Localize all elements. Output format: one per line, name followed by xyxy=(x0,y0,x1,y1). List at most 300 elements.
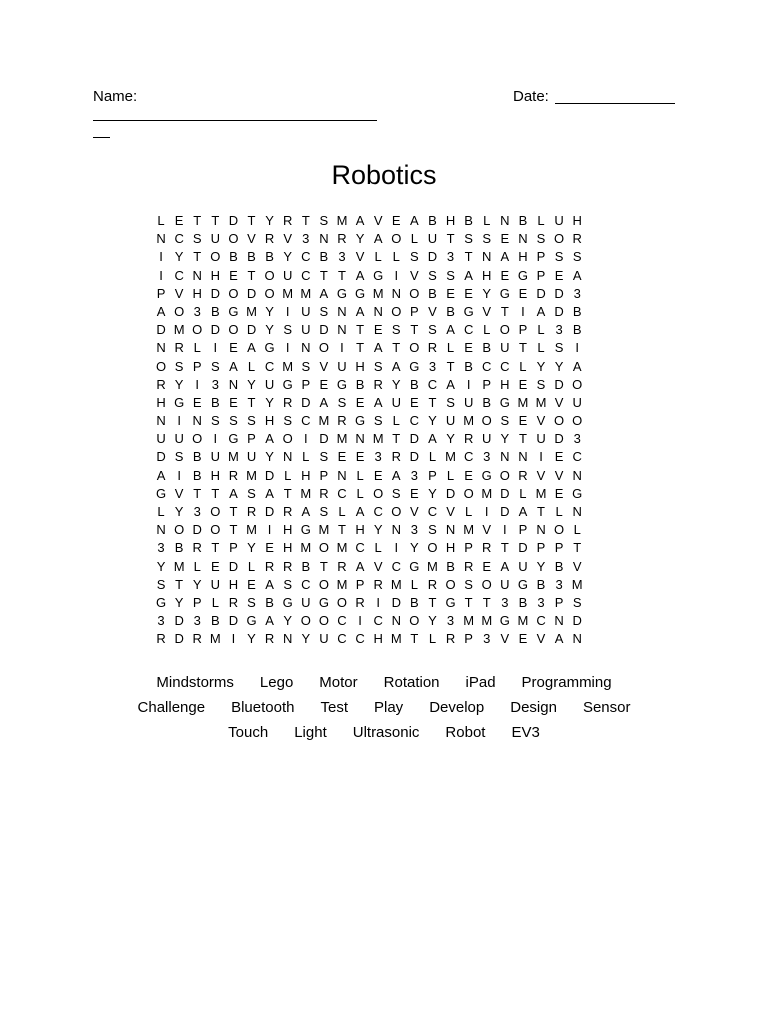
grid-letter: N xyxy=(337,303,347,319)
grid-letter: S xyxy=(373,358,383,374)
grid-letter: B xyxy=(482,340,492,356)
word-search-grid xyxy=(152,212,586,649)
grid-letter: D xyxy=(246,322,257,338)
grid-row xyxy=(152,230,586,248)
grid-letter: L xyxy=(446,340,455,356)
grid-letter: D xyxy=(264,504,275,519)
grid-letter: V xyxy=(482,522,492,538)
grid-letter: M xyxy=(481,485,493,501)
grid-letter: D xyxy=(192,522,202,538)
grid-letter: O xyxy=(409,285,420,301)
word-list-item: Mindstorms xyxy=(156,674,234,691)
grid-letter: I xyxy=(231,631,236,647)
grid-letter: S xyxy=(464,576,473,592)
grid-row xyxy=(152,339,586,357)
name-blank-line-continuation xyxy=(93,137,110,138)
grid-letter: R xyxy=(427,340,438,356)
grid-letter: S xyxy=(410,249,419,265)
grid-letter: M xyxy=(246,467,257,483)
grid-letter: S xyxy=(500,413,510,429)
grid-letter: P xyxy=(536,249,546,265)
grid-letter: E xyxy=(500,231,510,247)
grid-letter: D xyxy=(156,449,166,465)
grid-letter: U xyxy=(445,413,456,429)
grid-letter: T xyxy=(446,231,455,247)
grid-letter: T xyxy=(482,594,491,610)
grid-letter: E xyxy=(373,322,383,338)
grid-letter: V xyxy=(319,358,329,374)
grid-letter: H xyxy=(518,249,528,265)
grid-letter: N xyxy=(301,340,311,356)
grid-letter: N xyxy=(319,231,329,247)
grid-letter: L xyxy=(537,322,545,338)
grid-letter: L xyxy=(157,504,165,519)
grid-letter: L xyxy=(302,449,310,465)
grid-letter: 3 xyxy=(193,504,201,519)
grid-letter: C xyxy=(427,504,438,519)
grid-letter: T xyxy=(338,522,346,538)
grid-letter: T xyxy=(247,394,256,410)
grid-letter: O xyxy=(228,322,239,338)
grid-letter: L xyxy=(247,358,256,374)
grid-letter: C xyxy=(174,231,184,247)
grid-letter: U xyxy=(572,394,582,410)
grid-letter: D xyxy=(500,504,510,519)
grid-letter: P xyxy=(482,376,492,392)
grid-letter: I xyxy=(521,303,525,319)
grid-letter: 3 xyxy=(211,376,219,392)
grid-letter: Y xyxy=(265,213,274,228)
grid-letter: Y xyxy=(554,358,564,374)
grid-letter: A xyxy=(500,558,510,574)
grid-letter: H xyxy=(373,631,383,647)
word-list xyxy=(0,670,768,745)
word-list-item: EV3 xyxy=(511,724,540,741)
grid-letter: N xyxy=(337,322,347,338)
grid-letter: P xyxy=(536,540,546,556)
grid-letter: S xyxy=(572,249,582,265)
grid-letter: O xyxy=(192,322,203,338)
grid-letter: B xyxy=(464,213,473,228)
grid-letter: N xyxy=(536,522,546,538)
grid-letter: O xyxy=(228,231,239,247)
grid-letter: R xyxy=(192,540,202,556)
grid-letter: O xyxy=(264,267,275,283)
grid-letter: C xyxy=(463,449,474,465)
grid-letter: U xyxy=(319,631,329,647)
grid-letter: M xyxy=(173,322,185,338)
grid-letter: A xyxy=(355,504,365,519)
grid-letter: L xyxy=(374,540,382,556)
grid-letter: E xyxy=(247,576,256,592)
grid-letter: Y xyxy=(428,613,437,629)
grid-row xyxy=(152,539,586,557)
grid-letter: T xyxy=(319,267,328,283)
grid-letter: A xyxy=(355,303,365,319)
grid-letter: T xyxy=(247,213,256,228)
grid-letter: U xyxy=(482,431,492,447)
grid-letter: N xyxy=(572,631,582,647)
grid-letter: O xyxy=(554,231,565,247)
grid-letter: N xyxy=(156,522,166,538)
grid-letter: N xyxy=(337,467,347,483)
grid-letter: E xyxy=(355,449,365,465)
grid-letter: E xyxy=(265,540,274,556)
grid-letter: D xyxy=(264,467,275,483)
grid-letter: G xyxy=(155,485,167,501)
grid-letter: P xyxy=(536,267,546,283)
grid-letter: Y xyxy=(373,522,383,538)
grid-letter: S xyxy=(554,340,564,356)
grid-letter: L xyxy=(483,322,491,338)
grid-letter: N xyxy=(283,449,293,465)
grid-letter: T xyxy=(319,558,328,574)
grid-letter: M xyxy=(481,613,493,629)
grid-letter: U xyxy=(337,358,347,374)
grid-letter: L xyxy=(555,504,563,519)
grid-letter: T xyxy=(229,504,238,519)
grid-letter: O xyxy=(481,576,492,592)
grid-letter: I xyxy=(303,431,308,447)
grid-letter: O xyxy=(228,285,239,301)
grid-letter: S xyxy=(283,322,293,338)
grid-letter: A xyxy=(229,358,238,374)
grid-letter: B xyxy=(428,213,437,228)
grid-letter: L xyxy=(247,558,256,574)
grid-letter: T xyxy=(338,267,346,283)
grid-letter: R xyxy=(337,413,347,429)
grid-letter: R xyxy=(156,631,166,647)
grid-letter: O xyxy=(264,285,275,301)
grid-letter: T xyxy=(392,340,401,356)
grid-letter: E xyxy=(482,558,492,574)
grid-letter: T xyxy=(537,504,545,519)
grid-letter: L xyxy=(374,249,382,265)
grid-letter: L xyxy=(356,467,364,483)
grid-letter: O xyxy=(554,413,565,429)
grid-letter: S xyxy=(247,413,256,429)
grid-letter: L xyxy=(573,522,581,538)
grid-letter: G xyxy=(155,594,167,610)
grid-letter: O xyxy=(174,522,185,538)
grid-letter: O xyxy=(155,358,167,374)
word-list-item: Rotation xyxy=(383,674,440,691)
grid-letter: T xyxy=(573,540,582,556)
grid-letter: Y xyxy=(301,631,311,647)
grid-letter: Y xyxy=(192,576,202,592)
grid-letter: E xyxy=(229,267,238,283)
grid-letter: Y xyxy=(174,504,184,519)
grid-letter: O xyxy=(282,431,293,447)
grid-letter: Y xyxy=(428,485,437,501)
grid-letter: M xyxy=(463,413,475,429)
grid-letter: B xyxy=(554,558,564,574)
grid-letter: L xyxy=(519,358,527,374)
grid-letter: N xyxy=(482,249,492,265)
grid-letter: T xyxy=(301,213,310,228)
grid-letter: Y xyxy=(247,376,256,392)
grid-letter: M xyxy=(390,631,402,647)
grid-letter: A xyxy=(391,467,401,483)
grid-letter: C xyxy=(536,613,546,629)
grid-letter: C xyxy=(355,631,365,647)
grid-letter: A xyxy=(518,504,528,519)
grid-letter: D xyxy=(174,631,184,647)
grid-letter: R xyxy=(355,594,365,610)
grid-letter: T xyxy=(464,249,473,265)
grid-row xyxy=(152,321,586,339)
grid-letter: U xyxy=(301,322,311,338)
grid-letter: I xyxy=(177,467,181,483)
grid-letter: V xyxy=(572,558,582,574)
grid-letter: H xyxy=(264,413,275,429)
grid-letter: Y xyxy=(283,613,293,629)
word-list-row xyxy=(0,695,768,720)
grid-letter: V xyxy=(536,467,546,483)
grid-letter: S xyxy=(572,594,582,610)
grid-letter: D xyxy=(228,558,239,574)
grid-letter: E xyxy=(337,449,347,465)
grid-letter: O xyxy=(409,340,420,356)
grid-letter: I xyxy=(484,504,489,519)
grid-letter: H xyxy=(210,467,221,483)
grid-letter: S xyxy=(283,413,293,429)
grid-letter: N xyxy=(192,413,202,429)
grid-letter: E xyxy=(319,376,329,392)
grid-letter: T xyxy=(211,540,220,556)
grid-letter: M xyxy=(517,613,529,629)
grid-letter: U xyxy=(210,231,221,247)
grid-letter: I xyxy=(394,540,399,556)
grid-letter: C xyxy=(427,376,438,392)
grid-letter: B xyxy=(446,303,455,319)
grid-letter: A xyxy=(156,303,166,319)
grid-letter: V xyxy=(373,558,383,574)
grid-letter: S xyxy=(337,394,347,410)
grid-letter: C xyxy=(301,576,311,592)
grid-letter: T xyxy=(193,213,202,228)
grid-letter: D xyxy=(246,285,257,301)
grid-letter: D xyxy=(210,285,221,301)
grid-letter: O xyxy=(318,340,329,356)
grid-letter: D xyxy=(319,322,329,338)
grid-letter: C xyxy=(337,631,347,647)
grid-letter: H xyxy=(355,522,365,538)
grid-letter: I xyxy=(267,522,272,538)
grid-letter: S xyxy=(428,322,437,338)
grid-letter: V xyxy=(247,231,256,247)
grid-letter: B xyxy=(319,249,329,265)
grid-letter: V xyxy=(536,631,546,647)
grid-row xyxy=(152,267,586,285)
grid-letter: I xyxy=(177,413,181,429)
grid-letter: H xyxy=(283,540,293,556)
grid-letter: C xyxy=(355,540,365,556)
grid-letter: O xyxy=(318,613,329,629)
grid-letter: T xyxy=(193,485,202,501)
grid-letter: R xyxy=(337,558,347,574)
grid-row xyxy=(152,467,586,485)
grid-letter: B xyxy=(229,249,238,265)
word-list-item: Develop xyxy=(429,699,485,716)
grid-letter: R xyxy=(283,394,293,410)
grid-letter: G xyxy=(409,558,420,574)
grid-letter: T xyxy=(211,485,220,501)
grid-letter: P xyxy=(156,285,166,301)
grid-letter: D xyxy=(301,394,311,410)
grid-letter: S xyxy=(428,522,437,538)
grid-letter: E xyxy=(500,267,510,283)
grid-letter: A xyxy=(319,394,329,410)
grid-letter: S xyxy=(319,303,329,319)
grid-letter: O xyxy=(463,485,474,501)
grid-letter: D xyxy=(228,213,239,228)
grid-letter: M xyxy=(535,394,547,410)
grid-letter: T xyxy=(356,340,365,356)
grid-letter: B xyxy=(192,467,202,483)
grid-letter: R xyxy=(264,631,275,647)
grid-letter: L xyxy=(537,340,545,356)
grid-letter: T xyxy=(500,303,509,319)
grid-letter: M xyxy=(445,449,456,465)
grid-letter: P xyxy=(247,431,256,447)
grid-letter: N xyxy=(156,413,166,429)
grid-letter: G xyxy=(246,613,257,629)
grid-letter: G xyxy=(355,413,366,429)
grid-letter: C xyxy=(482,358,492,374)
grid-letter: V xyxy=(174,485,184,501)
grid-letter: T xyxy=(500,540,509,556)
grid-letter: N xyxy=(373,303,383,319)
grid-letter: R xyxy=(192,631,202,647)
grid-letter: L xyxy=(446,467,455,483)
grid-letter: R xyxy=(264,558,275,574)
grid-letter: Y xyxy=(247,540,256,556)
grid-letter: S xyxy=(319,449,329,465)
grid-letter: N xyxy=(445,522,456,538)
grid-letter: L xyxy=(392,249,400,265)
grid-letter: G xyxy=(463,303,474,319)
grid-letter: S xyxy=(554,249,564,265)
word-list-item: Bluetooth xyxy=(231,699,295,716)
grid-letter: P xyxy=(518,522,528,538)
grid-letter: O xyxy=(210,522,221,538)
grid-row xyxy=(152,448,586,466)
grid-letter: S xyxy=(464,231,473,247)
grid-letter: U xyxy=(463,394,474,410)
grid-letter: O xyxy=(391,504,402,519)
date-label: Date: xyxy=(513,88,549,105)
grid-letter: V xyxy=(446,504,455,519)
grid-row xyxy=(152,485,586,503)
grid-letter: R xyxy=(337,231,347,247)
grid-letter: V xyxy=(373,213,383,228)
word-list-item: Lego xyxy=(259,674,294,691)
grid-letter: R xyxy=(283,213,293,228)
grid-letter: R xyxy=(319,485,329,501)
grid-letter: T xyxy=(229,522,238,538)
grid-letter: O xyxy=(192,431,203,447)
grid-letter: N xyxy=(572,504,582,519)
grid-letter: 3 xyxy=(446,249,455,265)
grid-letter: U xyxy=(518,558,528,574)
grid-letter: N xyxy=(500,449,510,465)
grid-letter: I xyxy=(539,449,543,465)
grid-letter: D xyxy=(409,449,420,465)
grid-letter: G xyxy=(481,467,492,483)
grid-letter: M xyxy=(571,576,583,592)
grid-letter: O xyxy=(318,576,329,592)
grid-letter: A xyxy=(373,394,383,410)
grid-letter: 3 xyxy=(555,576,563,592)
grid-letter: C xyxy=(337,485,347,501)
grid-letter: L xyxy=(157,213,165,228)
word-list-item: Ultrasonic xyxy=(352,724,420,741)
word-list-item: Touch xyxy=(228,724,269,741)
grid-letter: Y xyxy=(536,358,546,374)
grid-letter: S xyxy=(192,231,202,247)
grid-letter: B xyxy=(482,394,492,410)
grid-letter: B xyxy=(265,249,274,265)
grid-letter: E xyxy=(210,558,220,574)
grid-letter: Y xyxy=(355,231,365,247)
grid-letter: R xyxy=(228,467,239,483)
grid-letter: Y xyxy=(265,394,274,410)
grid-letter: S xyxy=(319,504,329,519)
grid-letter: B xyxy=(536,576,546,592)
grid-row xyxy=(152,412,586,430)
word-list-item: iPad xyxy=(465,674,496,691)
grid-letter: B xyxy=(210,394,220,410)
grid-letter: C xyxy=(500,358,510,374)
grid-letter: M xyxy=(300,485,312,501)
grid-letter: G xyxy=(228,431,239,447)
grid-letter: L xyxy=(356,485,364,501)
grid-letter: S xyxy=(210,413,220,429)
grid-letter: R xyxy=(373,576,383,592)
grid-row xyxy=(152,594,586,612)
grid-letter: C xyxy=(301,267,311,283)
grid-letter: S xyxy=(247,485,256,501)
grid-letter: G xyxy=(499,285,510,301)
grid-letter: H xyxy=(355,358,365,374)
grid-letter: G xyxy=(264,340,275,356)
grid-letter: R xyxy=(391,449,401,465)
grid-letter: B xyxy=(572,322,582,338)
grid-letter: V xyxy=(554,467,564,483)
grid-letter: I xyxy=(213,431,218,447)
grid-letter: B xyxy=(518,213,528,228)
word-list-item: Test xyxy=(320,699,348,716)
grid-letter: S xyxy=(229,413,238,429)
grid-letter: G xyxy=(318,594,329,610)
grid-letter: H xyxy=(192,285,202,301)
grid-letter: N xyxy=(518,449,528,465)
grid-letter: P xyxy=(192,358,202,374)
grid-letter: A xyxy=(247,340,256,356)
grid-letter: P xyxy=(229,540,238,556)
grid-row xyxy=(152,248,586,266)
grid-letter: H xyxy=(445,540,456,556)
grid-letter: U xyxy=(301,594,311,610)
grid-row xyxy=(152,376,586,394)
grid-letter: A xyxy=(500,249,510,265)
grid-letter: P xyxy=(319,467,329,483)
grid-letter: E xyxy=(373,467,383,483)
word-list-item: Light xyxy=(294,724,327,741)
grid-letter: V xyxy=(428,303,437,319)
grid-letter: T xyxy=(518,340,527,356)
